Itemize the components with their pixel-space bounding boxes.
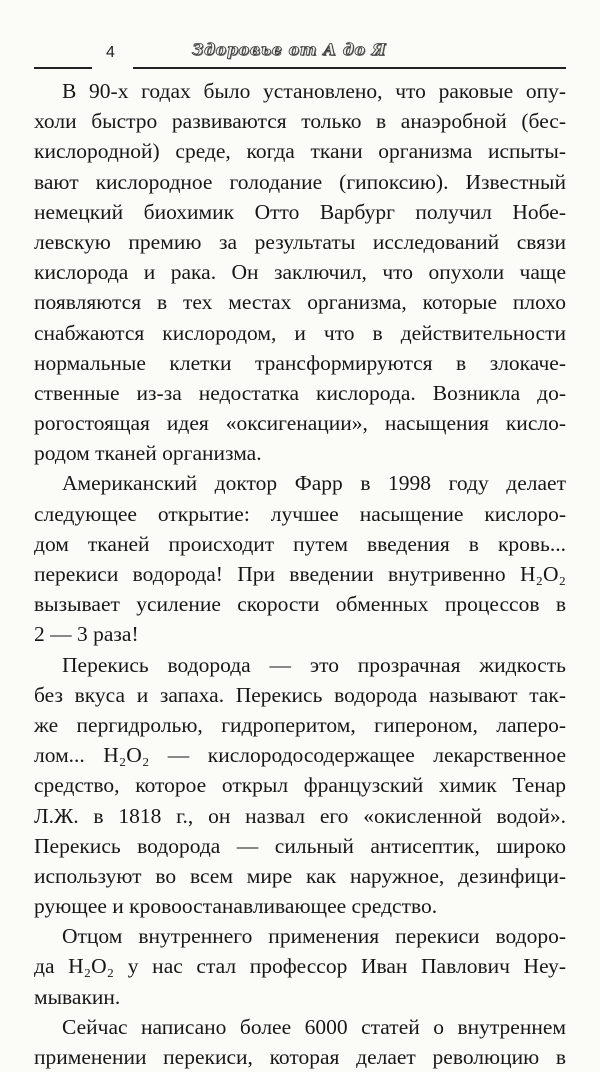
- text-line: кислородной) среде, когда ткани организма испыты-: [34, 139, 566, 164]
- page-number: 4: [106, 44, 115, 61]
- text-line: Перекись водорода — сильный антисептик, широко: [34, 833, 566, 858]
- text-line: следующее открытие: лучшее насыщение кислоро-: [34, 501, 566, 526]
- running-header: [34, 38, 566, 70]
- text-line: левскую премию за результаты исследований связи: [34, 229, 566, 254]
- text-line: Сейчас написано более 6000 статей о внутреннем: [62, 1014, 566, 1039]
- text-line: Американский доктор Фарр в 1998 году делает: [62, 471, 566, 496]
- text-line: холи быстро развиваются только в анаэробной (бес-: [34, 109, 566, 134]
- header-rule-left: [34, 67, 92, 69]
- text-line: да H₂O₂ у нас стал профессор Иван Павлович Неу-: [34, 954, 566, 979]
- text-line: Перекись водорода — это прозрачная жидкость: [62, 652, 566, 677]
- text-line: мывакин.: [34, 984, 121, 1009]
- text-line: нормальные клетки трансформируются в злокаче-: [34, 350, 566, 375]
- book-title-header: Здоровье от А до Я: [192, 40, 387, 59]
- text-line: перекиси водорода! При введении внутривенно H₂O₂: [34, 562, 566, 586]
- text-line: используют во всем мире как наружное, дезинфици-: [34, 863, 566, 888]
- text-line: родом тканей организма.: [34, 441, 262, 466]
- text-line: немецкий биохимик Отто Варбург получил Нобе-: [34, 199, 566, 224]
- text-line: вают кислородное голодание (гипоксию). Известный: [34, 169, 566, 194]
- text-line: 2 — 3 раза!: [34, 622, 139, 647]
- text-line: ственные из-за недостатка кислорода. Возникла до-: [34, 380, 566, 405]
- text-line: дом тканей происходит путем введения в кровь...: [34, 531, 566, 556]
- text-line: средство, которое открыл французский химик Тенар: [34, 773, 566, 798]
- text-line: без вкуса и запаха. Перекись водорода называют так-: [34, 682, 566, 707]
- text-line: снабжаются кислородом, и что в действительности: [34, 320, 566, 345]
- header-rule-right: [133, 67, 566, 69]
- text-line: лом... H₂O₂ — кислородосодержащее лекарственное: [34, 743, 566, 768]
- text-line: вызывает усиление скорости обменных процессов в: [34, 592, 566, 617]
- main-text: [34, 76, 566, 1072]
- text-line: Л.Ж. в 1818 г., он назвал его «окисленной водой».: [34, 803, 566, 828]
- text-line: В 90-х годах было установлено, что раковые опу-: [62, 79, 566, 103]
- text-line: появляются в тех местах организма, которые плохо: [34, 290, 566, 315]
- text-line: применении перекиси, которая делает революцию в: [34, 1045, 566, 1069]
- text-line: же пергидролью, гидроперитом, гипероном, лаперо-: [34, 712, 566, 737]
- text-line: Отцом внутреннего применения перекиси водоро-: [62, 924, 566, 949]
- text-line: рующее и кровоостанавливающее средство.: [34, 894, 438, 919]
- text-line: рогостоящая идея «оксигенации», насыщения кисло-: [34, 411, 566, 436]
- text-line: кислорода и рака. Он заключил, что опухоли чаще: [34, 260, 566, 285]
